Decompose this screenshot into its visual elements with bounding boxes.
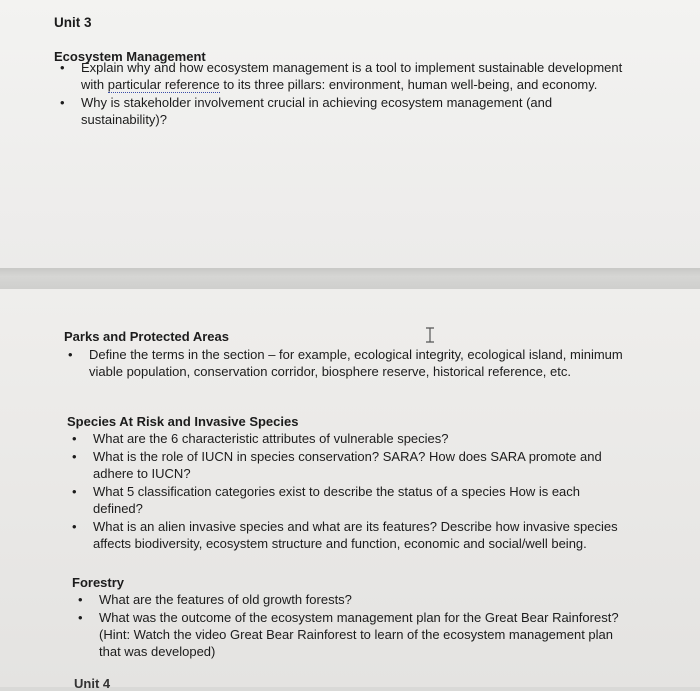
underlined-phrase: particular reference bbox=[107, 77, 220, 92]
list-item: • What is the role of IUCN in species conservation? SARA? How does SARA promote and adhere to IUCN? bbox=[72, 449, 602, 481]
document-page-top bbox=[0, 0, 700, 268]
unit-heading: Unit 3 bbox=[54, 15, 92, 30]
bullet-icon: • bbox=[72, 449, 77, 464]
bullet-icon: • bbox=[72, 431, 77, 446]
ecosystem-list bbox=[60, 59, 641, 128]
species-list bbox=[72, 430, 623, 552]
parks-section-title: Parks and Protected Areas bbox=[64, 329, 229, 344]
bullet-icon: • bbox=[60, 60, 65, 75]
list-item: • What are the features of old growth forests? bbox=[78, 592, 352, 607]
list-item: • Define the terms in the section – for example, ecological integrity, ecological island, minimum viable population, conservation corridor, biosphere reserve, historical reference, etc. bbox=[68, 347, 623, 379]
bullet-icon: • bbox=[72, 484, 77, 499]
species-section-title: Species At Risk and Invasive Species bbox=[67, 414, 299, 429]
page-divider bbox=[0, 268, 700, 289]
list-item: • What are the 6 characteristic attributes of vulnerable species? bbox=[72, 431, 449, 446]
forestry-section-title: Forestry bbox=[72, 575, 125, 590]
bullet-icon: • bbox=[78, 610, 83, 625]
bullet-icon: • bbox=[68, 347, 73, 362]
list-item: • What was the outcome of the ecosystem management plan for the Great Bear Rainforest? (Hint: Watch the video Great Bear Rainforest to learn of the ecosystem management plan that was developed) bbox=[78, 610, 619, 659]
list-item: • What 5 classification categories exist to describe the status of a species How is each defined? bbox=[72, 484, 581, 516]
list-item: • Explain why and how ecosystem management is a tool to implement sustainable development with particular reference to its three pillars: environment, human well-being, and economy. bbox=[60, 60, 623, 92]
bullet-icon: • bbox=[60, 95, 65, 110]
parks-list bbox=[68, 346, 629, 380]
text-cursor-icon bbox=[425, 327, 435, 343]
bullet-icon: • bbox=[78, 592, 83, 607]
next-unit-heading: Unit 4 bbox=[74, 676, 111, 691]
list-item: • Why is stakeholder involvement crucial in achieving ecosystem management (and sustainability)? bbox=[60, 95, 553, 127]
ecosystem-section-title: Ecosystem Management bbox=[54, 49, 206, 64]
list-item: • What is an alien invasive species and what are its features? Describe how invasive species affects biodiversity, ecosystem structure and function, economic and social/well being. bbox=[72, 519, 618, 551]
bullet-icon: • bbox=[72, 519, 77, 534]
forestry-list bbox=[78, 591, 629, 660]
